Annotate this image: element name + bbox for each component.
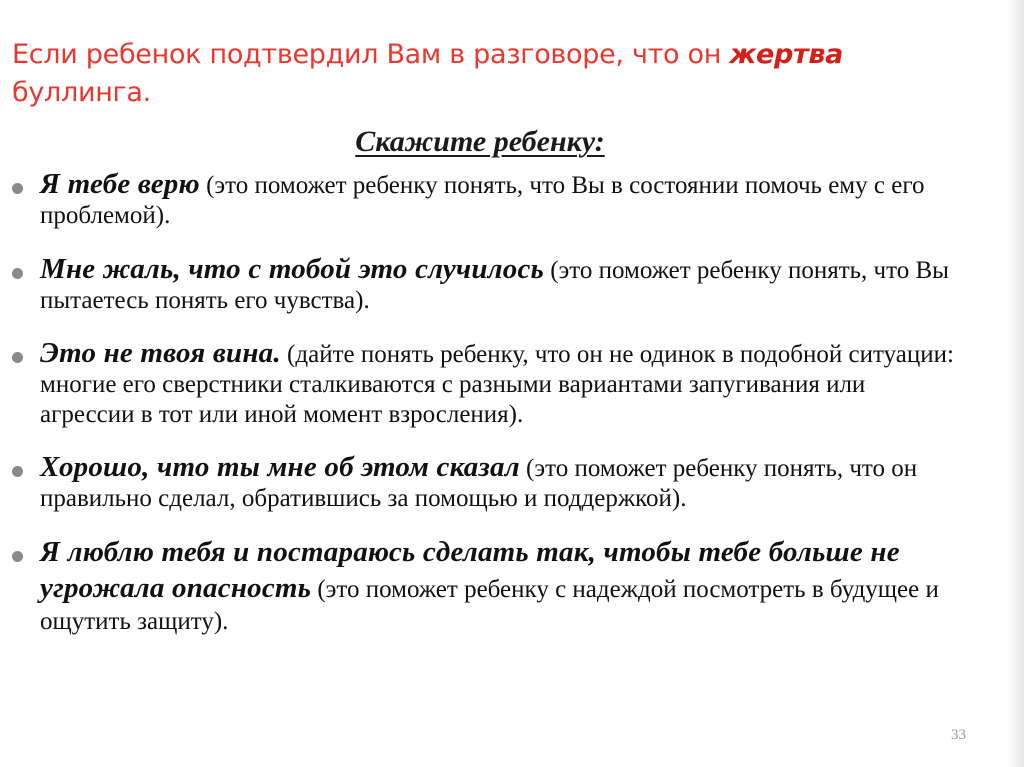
tip-phrase: Хорошо, что ты мне об этом сказал bbox=[40, 451, 520, 483]
tip-note: (дайте понять ребенку, что он не одинок в подобной ситуации: многие его сверстники сталкиваются с разными вариантами запугивания или агрессии в тот или иной момент взросления). bbox=[40, 341, 954, 428]
tip-text bbox=[40, 168, 960, 232]
slide-edge-shadow bbox=[1006, 0, 1024, 767]
subheading-text: Скажите ребенку: bbox=[355, 125, 605, 158]
list-item bbox=[0, 536, 960, 640]
tip-text bbox=[40, 451, 960, 515]
list-item bbox=[0, 168, 960, 232]
bullet-icon bbox=[12, 268, 23, 279]
page-number: 33 bbox=[951, 727, 966, 743]
title-prefix: Если ребенок подтвердил Вам в разговоре, что он bbox=[12, 39, 730, 70]
bullet-icon bbox=[12, 551, 23, 562]
tip-note: (это поможет ребенку понять, что он правильно сделал, обратившись за помощью и поддержкой). bbox=[40, 455, 918, 512]
tip-note: (это поможет ребенку понять, что Вы пытаетесь понять его чувства). bbox=[40, 257, 949, 314]
bullet-icon bbox=[12, 352, 23, 363]
subheading bbox=[0, 122, 960, 162]
tip-phrase: Я люблю тебя и постараюсь сделать так, чтобы тебе больше не угрожала опасность bbox=[40, 536, 900, 604]
tip-phrase: Это не твоя вина. bbox=[40, 337, 281, 369]
tip-text bbox=[40, 253, 960, 317]
list-item bbox=[0, 337, 960, 431]
tip-phrase: Я тебе верю bbox=[40, 168, 200, 200]
list-item bbox=[0, 451, 960, 515]
tip-note: (это поможет ребенку с надеждой посмотреть в будущее и ощутить защиту). bbox=[40, 576, 939, 635]
bullet-icon bbox=[12, 183, 23, 194]
title-emphasis: жертва bbox=[729, 39, 844, 70]
slide-title bbox=[12, 36, 942, 112]
tip-note: (это поможет ребенку понять, что Вы в состоянии помочь ему с его проблемой). bbox=[40, 172, 925, 229]
list-item bbox=[0, 253, 960, 317]
tip-phrase: Мне жаль, что с тобой это случилось bbox=[40, 253, 544, 285]
title-suffix: буллинга. bbox=[12, 77, 151, 108]
bullet-icon bbox=[12, 466, 23, 477]
tip-text bbox=[40, 337, 960, 431]
tip-text bbox=[40, 536, 960, 640]
tips-list bbox=[0, 168, 960, 640]
